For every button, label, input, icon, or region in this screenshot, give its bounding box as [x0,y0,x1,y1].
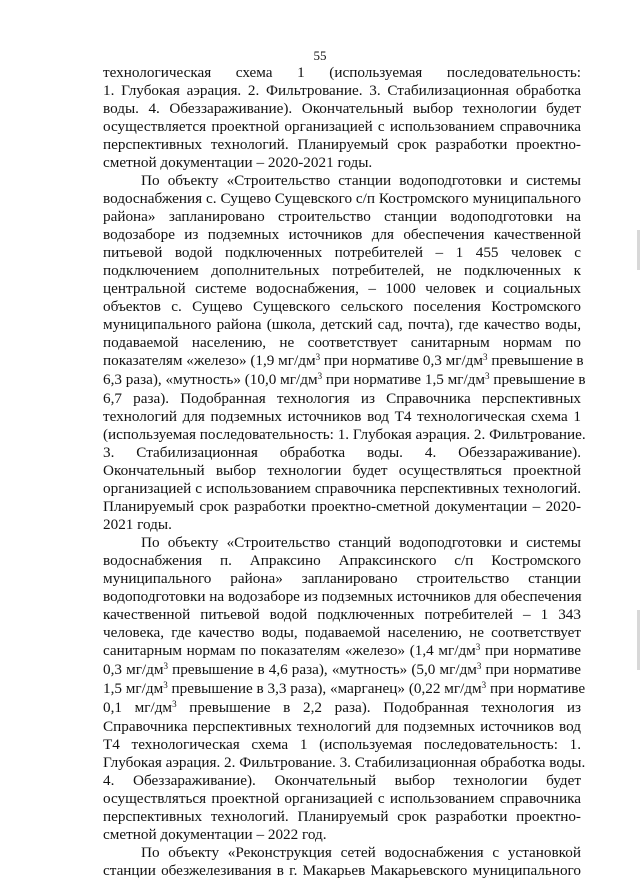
text-span: 0,3 мг/дм [103,661,164,678]
text-line [103,624,581,642]
superscript: 3 [163,661,168,671]
text-span: Глубокая аэрация. 2. Фильтрование. 3. Стабилизационная обработка воды. [103,754,586,771]
text-line [103,190,581,208]
text-span: водоподготовки на водозаборе из подземных источников для обеспечения [103,588,582,605]
text-span: питьевой водой подключенных потребителей – 1 455 человек с [103,244,581,261]
text-span: 0,1 мг/дм [103,699,173,716]
text-span: превышение в 3,3 раза), «марганец» (0,22 мг/дм [167,680,482,697]
text-span: показателям «железо» (1,9 мг/дм [103,352,316,369]
superscript: 3 [476,661,482,671]
text-line [103,426,586,444]
text-span: превышение в [487,352,584,369]
superscript: 3 [475,642,481,652]
text-line [103,226,581,244]
text-span: станции обезжелезивания в г. Макарьев Макарьевского муниципального [103,862,581,879]
text-line [103,390,581,408]
text-line [103,172,581,190]
text-line [103,534,581,552]
text-span: Справочника перспективных технологий для подземных источников вод [103,718,581,735]
superscript: 3 [172,699,177,709]
text-line [103,772,581,790]
text-span: муниципального района» запланировано строительство станции [103,570,581,587]
superscript: 3 [317,371,323,381]
text-line [103,64,581,82]
text-span: 6,7 раза). Подобранная технология из Справочника перспективных [103,390,581,407]
text-line [103,352,584,371]
text-line [103,371,586,390]
text-span: объектов с. Сущево Сущевского сельского поселения Костромского [103,298,581,315]
text-line [103,754,586,772]
text-line [103,516,581,534]
text-line [103,570,581,588]
text-span: По объекту «Строительство станции водоподготовки и системы [141,172,581,189]
text-span: качественной питьевой водой подключенных потребителей – 1 343 [103,606,581,623]
text-line [103,82,581,100]
superscript: 3 [315,352,321,362]
text-span: муниципального района (школа, детский сад, почта), где качество воды, [103,316,581,333]
text-span: сметной документации – 2020-2021 годы. [103,154,373,171]
superscript: 3 [163,680,168,690]
text-line [103,498,581,516]
text-line [103,444,581,462]
text-span: 4. Обеззараживание). Окончательный выбор технологии будет [103,772,581,789]
text-span: осуществляется проектной организацией с использованием справочника [103,118,581,135]
text-span: Планируемый срок разработки проектно-сметной документации – 2020- [103,498,581,515]
text-span: По объекту «Реконструкция сетей водоснабжения с установкой [141,844,581,861]
text-line [103,334,581,352]
text-line [103,661,581,680]
text-line [103,408,581,426]
text-line [103,808,581,826]
text-span: По объекту «Строительство станций водоподготовки и системы [141,534,581,551]
text-span: технологий для подземных источников вод Т4 технологическая схема 1 [103,408,581,425]
text-span: водоснабжения с. Сущево Сущевского с/п Костромского муниципального [103,190,581,207]
text-span: при нормативе 1,5 мг/дм [322,371,486,388]
text-span: технологическая схема 1 (используемая последовательность: [103,64,581,81]
text-span: перспективных технологий. Планируемый срок разработки проектно- [103,136,581,153]
text-line [103,642,581,661]
text-line [103,718,581,736]
text-span: человека, где качество воды, подаваемой населению, не соответствует [103,624,581,641]
text-span: 2021 годы. [103,516,172,533]
text-span: сметной документации – 2022 год. [103,826,327,843]
text-line [103,480,581,498]
superscript: 3 [481,680,487,690]
text-span: подключением дополнительных потребителей, не подключенных к [103,262,581,279]
superscript: 3 [485,371,490,381]
text-span: осуществляться проектной организацией с использованием справочника [103,790,581,807]
text-span: превышение в 2,2 раза). Подобранная технология из [176,699,582,716]
text-line [103,680,586,699]
text-line [103,790,581,808]
text-line [103,118,581,136]
text-span: (используемая последовательность: 1. Глубокая аэрация. 2. Фильтрование. [103,426,586,443]
text-span: при нормативе [480,642,581,659]
text-span: 1,5 мг/дм [103,680,164,697]
text-span: организацией с использованием справочника перспективных технологий. [103,480,581,497]
text-line [103,699,581,718]
text-line [103,244,581,262]
text-line [103,588,581,606]
text-line [103,462,581,480]
text-span: при нормативе [481,661,581,678]
text-span: подаваемой населению, не соответствует санитарным нормам по [103,334,581,351]
text-line [103,826,581,844]
text-line [103,606,581,624]
text-span: 3. Стабилизационная обработка воды. 4. Обеззараживание). [103,444,581,461]
text-span: при нормативе 0,3 мг/дм [320,352,484,369]
text-span: Т4 технологическая схема 1 (используемая последовательность: 1. [103,736,581,753]
text-span: центральной системе водоснабжения, – 1000 человек и социальных [103,280,581,297]
text-span: 6,3 раза), «мутность» (10,0 мг/дм [103,371,318,388]
text-line [103,298,581,316]
text-line [103,100,581,118]
text-span: санитарным нормам по показателям «железо» (1,4 мг/дм [103,642,476,659]
text-line [103,154,581,172]
text-span: превышение в [489,371,586,388]
document-body [103,64,586,880]
text-span: 1. Глубокая аэрация. 2. Фильтрование. 3. Стабилизационная обработка [103,82,581,99]
text-span: превышение в 4,6 раза), «мутность» (5,0 мг/дм [167,661,477,678]
text-span: при нормативе [486,680,586,697]
text-line [103,280,581,298]
text-line [103,736,581,754]
text-span: водоснабжения п. Апраксино Апраксинского с/п Костромского [103,552,581,569]
text-line [103,262,581,280]
text-line [103,208,581,226]
text-span: Окончательный выбор технологии будет осуществляться проектной [103,462,581,479]
text-span: района» запланировано строительство станции водоподготовки на [103,208,581,225]
text-span: перспективных технологий. Планируемый срок разработки проектно- [103,808,581,825]
text-span: водозаборе из подземных источников для обеспечения качественной [103,226,581,243]
text-line [103,844,581,862]
text-line [103,862,581,880]
text-line [103,552,581,570]
text-line [103,316,581,334]
text-span: воды. 4. Обеззараживание). Окончательный выбор технологии будет [103,100,581,117]
text-line [103,136,581,154]
page-number: 55 [313,48,327,63]
superscript: 3 [483,352,488,362]
